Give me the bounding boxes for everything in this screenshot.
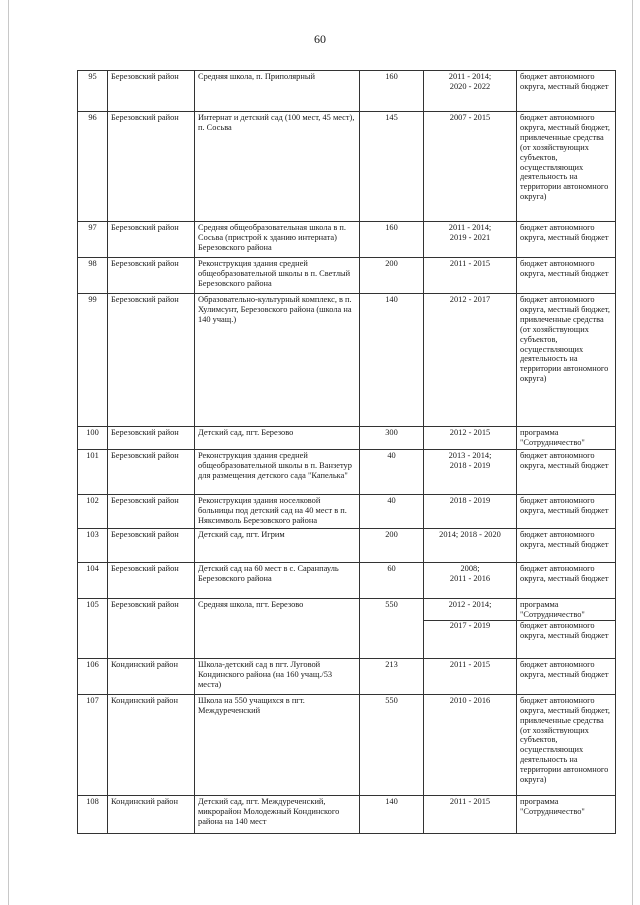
- funding-line: программа "Сотрудничество": [520, 599, 585, 619]
- years-cell: [424, 294, 517, 427]
- table-row: [78, 258, 616, 294]
- table-row: [78, 222, 616, 258]
- capacity-cell: 160: [360, 222, 424, 258]
- object-cell: Детский сад, пгт. Березово: [195, 427, 360, 450]
- years-line: 2007 - 2015: [449, 113, 491, 122]
- capacity-cell: 140: [360, 795, 424, 833]
- district-cell: Кондинский район: [108, 658, 195, 694]
- capacity-cell: 300: [360, 427, 424, 450]
- funding-line: программа "Сотрудничество": [520, 796, 585, 816]
- row-number: 96: [78, 112, 108, 222]
- years-cell: [424, 222, 517, 258]
- funding-line: бюджет автономного округа, местный бюджет: [520, 563, 609, 583]
- funding-line: бюджет автономного округа, местный бюджет: [520, 223, 609, 242]
- row-number: 95: [78, 71, 108, 112]
- object-cell: Детский сад на 60 мест в с. Саранпауль Березовского района: [195, 562, 360, 598]
- funding-cell: [517, 112, 616, 222]
- funding-cell: [517, 222, 616, 258]
- row-number: 102: [78, 494, 108, 528]
- funding-cell: [517, 795, 616, 833]
- district-cell: Березовский район: [108, 494, 195, 528]
- years-cell: [424, 658, 517, 694]
- object-cell: Школа на 550 учащихся в пгт. Междуреченский: [195, 694, 360, 795]
- object-cell: Реконструкция здания средней общеобразовательной школы в п. Ванзетур для размещения детского сада "Капелька": [195, 449, 360, 494]
- district-cell: Березовский район: [108, 562, 195, 598]
- years-line: 2010 - 2016: [449, 695, 491, 705]
- years-cell: [424, 528, 517, 562]
- years-line: 2011 - 2016: [449, 573, 491, 583]
- funding-line: бюджет автономного округа, местный бюджет: [520, 529, 609, 549]
- row-number: 105: [78, 598, 108, 658]
- table-row: [78, 658, 616, 694]
- funding-cell: [517, 294, 616, 427]
- row-number: 108: [78, 795, 108, 833]
- years-line: 2011 - 2014;: [448, 72, 492, 81]
- funding-cell: [517, 71, 616, 112]
- funding-cell: [517, 528, 616, 562]
- district-cell: Березовский район: [108, 427, 195, 450]
- table-row: [78, 294, 616, 427]
- table-row: [78, 71, 616, 112]
- table-row: [78, 427, 616, 450]
- capacity-cell: 60: [360, 562, 424, 598]
- years-cell: [424, 427, 517, 450]
- years-line: 2008;: [460, 563, 480, 573]
- object-cell: Интернат и детский сад (100 мест, 45 мест), п. Сосьва: [195, 112, 360, 222]
- page-number: 60: [314, 32, 326, 46]
- funding-cell: [517, 258, 616, 294]
- years-cell: [424, 71, 517, 112]
- years-cell: [424, 258, 517, 294]
- district-cell: Березовский район: [108, 222, 195, 258]
- years-line: 2011 - 2015: [449, 259, 491, 268]
- funding-line: бюджет автономного округа, местный бюджет: [520, 495, 609, 515]
- years-cell: [424, 795, 517, 833]
- funding-cell: [517, 449, 616, 494]
- capacity-cell: 140: [360, 294, 424, 427]
- funding-line: бюджет автономного округа, местный бюджет: [517, 620, 615, 641]
- funding-cell: [517, 562, 616, 598]
- object-cell: Школа-детский сад в пгт. Луговой Кондинского района (на 160 учащ./53 места): [195, 658, 360, 694]
- capacity-cell: 550: [360, 694, 424, 795]
- years-line: 2012 - 2017: [449, 295, 491, 304]
- capacity-cell: 200: [360, 258, 424, 294]
- district-cell: Березовский район: [108, 258, 195, 294]
- row-number: 98: [78, 258, 108, 294]
- district-cell: Березовский район: [108, 449, 195, 494]
- years-cell: [424, 598, 517, 658]
- row-number: 97: [78, 222, 108, 258]
- years-line: 2020 - 2022: [449, 81, 491, 91]
- object-cell: Детский сад, пгт. Игрим: [195, 528, 360, 562]
- table-row: [78, 494, 616, 528]
- object-cell: Средняя общеобразовательная школа в п. Сосьва (пристрой к зданию интерната) Березовского района: [195, 222, 360, 258]
- capacity-cell: 200: [360, 528, 424, 562]
- object-cell: Реконструкция здания носелковой больницы под детский сад на 40 мест в п. Няксимволь Березовского района: [195, 494, 360, 528]
- capacity-cell: 40: [360, 449, 424, 494]
- row-number: 103: [78, 528, 108, 562]
- funding-cell: [517, 598, 616, 658]
- object-cell: Детский сад, пгт. Междуреченский, микрорайон Молодежный Кондинского района на 140 мест: [195, 795, 360, 833]
- table-row: [78, 694, 616, 795]
- capacity-cell: 40: [360, 494, 424, 528]
- district-cell: Березовский район: [108, 112, 195, 222]
- table-row: [78, 598, 616, 658]
- district-cell: Березовский район: [108, 528, 195, 562]
- years-line: 2013 - 2014;: [448, 450, 492, 460]
- row-number: 101: [78, 449, 108, 494]
- funding-line: бюджет автономного округа, местный бюджет: [520, 450, 609, 470]
- capacity-cell: 145: [360, 112, 424, 222]
- district-cell: Кондинский район: [108, 795, 195, 833]
- object-cell: Реконструкция здания средней общеобразовательной школы в п. Светлый Березовского района: [195, 258, 360, 294]
- row-number: 104: [78, 562, 108, 598]
- years-line: 2012 - 2014;: [448, 599, 492, 609]
- funding-line: бюджет автономного округа, местный бюджет: [520, 72, 609, 91]
- years-cell: [424, 449, 517, 494]
- years-line: 2012 - 2015: [449, 428, 491, 437]
- row-number: 106: [78, 658, 108, 694]
- district-cell: Кондинский район: [108, 694, 195, 795]
- funding-cell: [517, 427, 616, 450]
- years-cell: [424, 112, 517, 222]
- years-line: 2014; 2018 - 2020: [439, 529, 501, 539]
- funding-line: бюджет автономного округа, местный бюджет, привлеченные средства (от хозяйствующих субъектов, осуществляющих деятельность на территории автономного округа): [520, 295, 611, 384]
- table-row: [78, 795, 616, 833]
- years-line: 2019 - 2021: [449, 232, 491, 242]
- funding-line: бюджет автономного округа, местный бюджет, привлеченные средства (от хозяйствующих субъектов, осуществляющих деятельность на территории автономного округа): [520, 113, 611, 202]
- table-row: [78, 449, 616, 494]
- scan-edge-right: [632, 0, 633, 905]
- row-number: 100: [78, 427, 108, 450]
- funding-line: бюджет автономного округа, местный бюджет: [520, 259, 609, 278]
- scan-edge-left: [8, 0, 9, 905]
- years-line: 2011 - 2015: [449, 659, 491, 669]
- funding-line: бюджет автономного округа, местный бюджет, привлеченные средства (от хозяйствующих субъектов, осуществляющих деятельность на территории автономного округа): [520, 695, 611, 785]
- row-number: 99: [78, 294, 108, 427]
- table-row: [78, 112, 616, 222]
- years-cell: [424, 562, 517, 598]
- object-cell: Средняя школа, пгт. Березово: [195, 598, 360, 658]
- capacity-cell: 160: [360, 71, 424, 112]
- years-cell: [424, 494, 517, 528]
- funding-line: программа "Сотрудничество": [520, 428, 585, 447]
- years-cell: [424, 694, 517, 795]
- years-line: 2017 - 2019: [424, 620, 516, 631]
- table-row: [78, 528, 616, 562]
- years-line: 2018 - 2019: [449, 460, 491, 470]
- district-cell: Березовский район: [108, 71, 195, 112]
- district-cell: Березовский район: [108, 598, 195, 658]
- funding-line: бюджет автономного округа, местный бюджет: [520, 659, 609, 679]
- years-line: 2011 - 2014;: [448, 223, 492, 232]
- table-row: [78, 562, 616, 598]
- years-line: 2011 - 2015: [449, 796, 491, 806]
- funding-cell: [517, 658, 616, 694]
- district-cell: Березовский район: [108, 294, 195, 427]
- capacity-cell: 213: [360, 658, 424, 694]
- row-number: 107: [78, 694, 108, 795]
- funding-cell: [517, 494, 616, 528]
- capacity-cell: 550: [360, 598, 424, 658]
- object-cell: Образовательно-культурный комплекс, в п. Хулимсунт, Березовского района (школа на 140 учащ.): [195, 294, 360, 427]
- years-line: 2018 - 2019: [449, 495, 491, 505]
- funding-cell: [517, 694, 616, 795]
- projects-table: [77, 70, 616, 834]
- object-cell: Средняя школа, п. Приполярный: [195, 71, 360, 112]
